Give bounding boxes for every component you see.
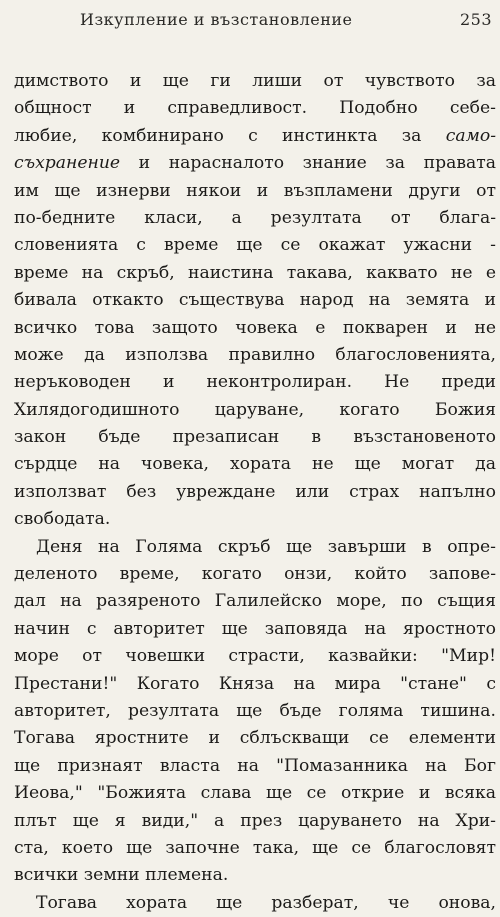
text-line: ста, което ще започне така, ще се благословят [14,837,496,858]
paragraph-1 [14,68,496,534]
text-line: всичко това защото човека е покварен и не [14,317,496,338]
text-line: им ще изнерви някои и възпламени други от [14,180,496,201]
text-line: словенията с време ще се окажат ужасни - [14,235,496,256]
text-run: любие, комбинирано с инстинкта за [14,125,446,146]
text-line: ще признаят власта на "Помазанника на Бог [14,755,496,776]
text-line [14,150,496,177]
text-line: сърдце на човека, хората не ще могат да [14,454,496,475]
text-line: деленото време, когато онзи, който запове- [14,564,496,585]
text-line: общност и справедливост. Подобно себе- [14,98,496,119]
paragraph-3 [14,890,496,917]
text-line: начин с авторитет ще заповяда на яростното [14,618,496,639]
paragraph-2 [14,534,496,890]
italic-run: само- [445,125,496,146]
text-line: бивала откакто съществува народ на земята и [14,290,496,311]
text-line: време на скръб, наистина такава, каквато не е [14,262,496,283]
page-number: 253 [459,10,492,29]
text-line: Иеова," "Божията слава ще се открие и всяка [14,783,496,804]
text-line: закон бъде презаписан в възстановеното [14,427,496,448]
text-line: димството и ще ги лиши от чувството за [14,71,496,91]
text-line: може да използва правилно благословенията, [14,344,496,365]
text-line: дал на разяреното Галилейско море, по същия [14,591,496,612]
text-line: плът ще я види," а през царуването на Хри- [14,810,496,831]
text-line: неръководен и неконтролиран. Не преди [14,372,496,393]
text-line: Хилядогодишното царуване, когато Божия [14,399,496,420]
text-run: и нарасналото знание за правата [120,153,496,174]
text-line: Тогава хората ще разберат, че онова, [36,892,496,913]
running-title: Изкупление и възстановление [80,10,353,29]
text-line: свободата. [14,509,111,530]
text-line: всички земни племена. [14,865,229,886]
text-line: авторитет, резултата ще бъде голяма тишина. [14,700,496,721]
text-line [14,123,496,150]
body-text [14,68,496,917]
text-line: Тогава яростните и сблъскващи се елементи [14,728,496,749]
text-line: Престани!" Когато Княза на мира "стане" с [14,673,496,694]
running-head [0,6,500,36]
text-line: море от човешки страсти, казвайки: "Мир! [14,646,496,667]
text-line: Деня на Голяма скръб ще завърши в опре- [36,536,496,557]
text-line: по-бедните класи, а резултата от блага- [14,207,496,228]
italic-run: съхранение [14,153,121,174]
text-line: използват без увреждане или страх напълно [14,481,496,502]
